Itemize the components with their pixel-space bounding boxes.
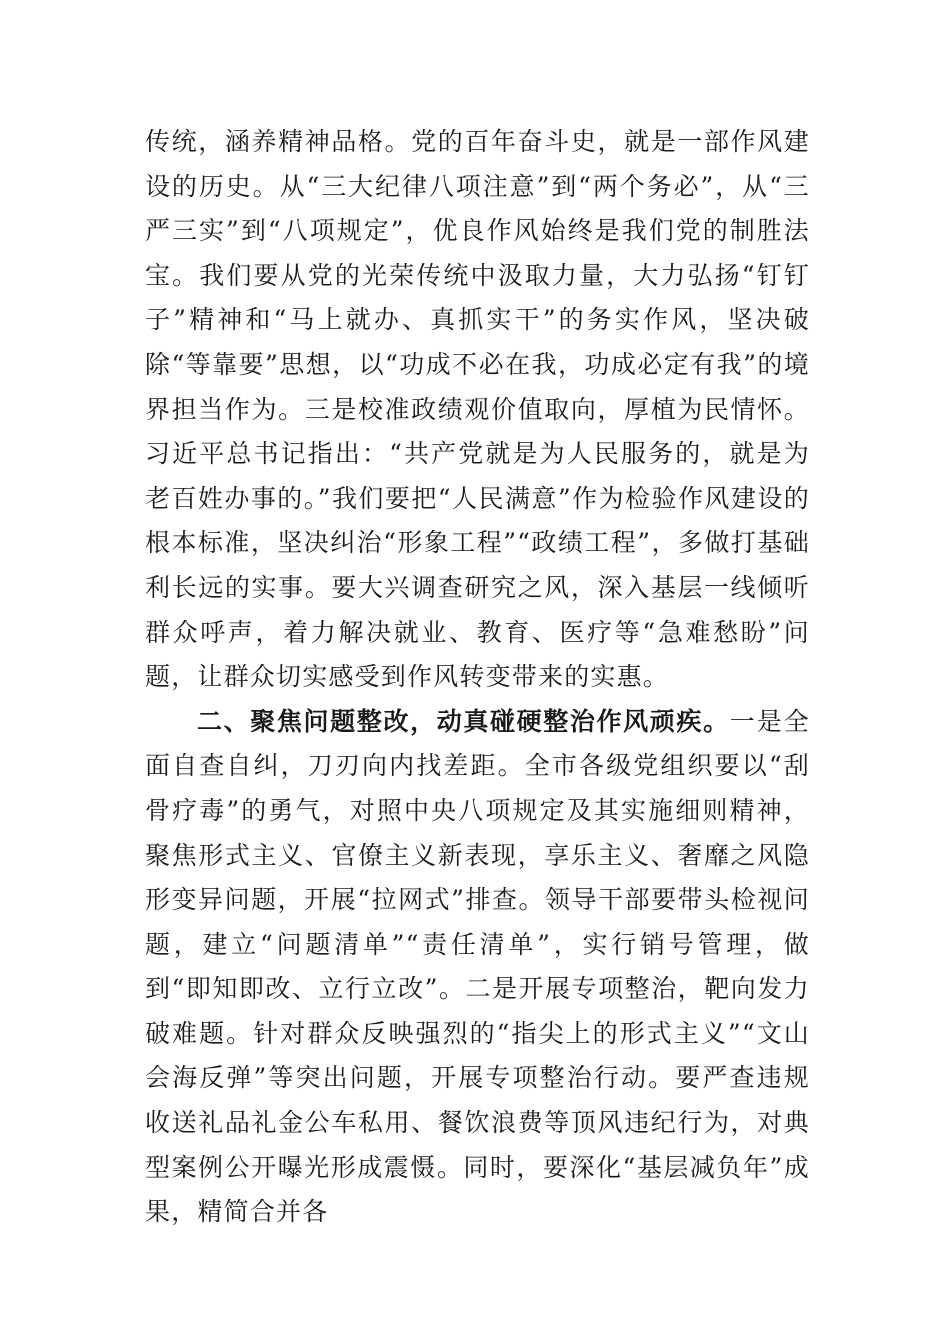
document-body — [145, 120, 810, 1235]
paragraph-2 — [145, 700, 810, 1235]
paragraph-1: 传统，涵养精神品格。党的百年奋斗史，就是一部作风建设的历史。从“三大纪律八项注意”到“两个务必”，从“三严三实”到“八项规定”，优良作风始终是我们党的制胜法宝。我们要从党的光荣传统中汲取力量，大力弘扬“钉钉子”精神和“马上就办、真抓实干”的务实作风，坚决破除“等靠要”思想，以“功成不必在我，功成必定有我”的境界担当作为。三是校准政绩观价值取向，厚植为民情怀。习近平总书记指出：“共产党就是为人民服务的，就是为老百姓办事的。”我们要把“人民满意”作为检验作风建设的根本标准，坚决纠治“形象工程”“政绩工程”，多做打基础利长远的实事。要大兴调查研究之风，深入基层一线倾听群众呼声，着力解决就业、教育、医疗等“急难愁盼”问题，让群众切实感受到作风转变带来的实惠。 — [145, 127, 810, 692]
section-body: 一是全面自查自纠，刀刃向内找差距。全市各级党组织要以“刮骨疗毒”的勇气，对照中央八项规定及其实施细则精神，聚焦形式主义、官僚主义新表现，享乐主义、奢靡之风隐形变异问题，开展“拉网式”排查。领导干部要带头检视问题，建立“问题清单”“责任清单”，实行销号管理，做到“即知即改、立行立改”。二是开展专项整治，靶向发力破难题。针对群众反映强烈的“指尖上的形式主义”“文山会海反弹”等突出问题，开展专项整治行动。要严查违规收送礼品礼金公车私用、餐饮浪费等顶风违纪行为，对典型案例公开曝光形成震慑。同时，要深化“基层减负年”成果，精简合并各 — [145, 706, 810, 1227]
section-heading: 二、聚焦问题整改，动真碰硬整治作风顽疾。 — [197, 706, 730, 736]
